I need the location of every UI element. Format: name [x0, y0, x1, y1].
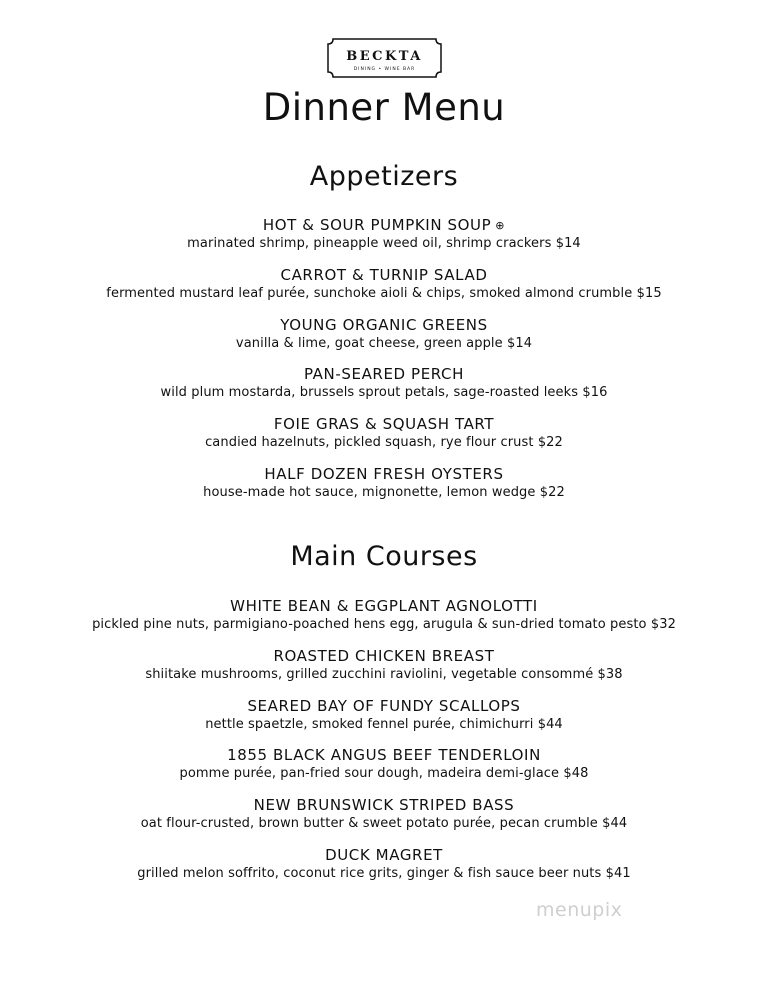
item-name: ROASTED CHICKEN BREAST — [273, 646, 495, 665]
menu-item — [0, 315, 768, 365]
appetizers-list — [0, 215, 768, 514]
menu-title: Dinner Menu — [262, 86, 506, 129]
item-name: CARROT & TURNIP SALAD — [280, 265, 488, 284]
menu-item — [0, 464, 768, 514]
logo-subtitle: DINING • WINE BAR — [353, 67, 416, 72]
item-description: house-made hot sauce, mignonette, lemon wedge $22 — [203, 484, 565, 500]
item-name: WHITE BEAN & EGGPLANT AGNOLOTTI — [230, 597, 538, 615]
item-name: SEARED BAY OF FUNDY SCALLOPS — [247, 696, 521, 715]
menu-item — [0, 696, 768, 746]
item-name: HOT & SOUR PUMPKIN SOUP — [262, 216, 492, 234]
menu-item — [0, 265, 768, 315]
item-description: shiitake mushrooms, grilled zucchini raviolini, vegetable consommé $38 — [145, 666, 623, 682]
menu-item — [0, 596, 768, 646]
item-description: vanilla & lime, goat cheese, green apple $14 — [235, 335, 533, 351]
item-description: candied hazelnuts, pickled squash, rye flour crust $22 — [205, 435, 563, 451]
menu-item — [0, 795, 768, 845]
item-name: HALF DOZEN FRESH OYSTERS — [264, 464, 504, 483]
item-description: fermented mustard leaf purée, sunchoke aioli & chips, smoked almond crumble $15 — [106, 285, 662, 301]
item-description: nettle spaetzle, smoked fennel purée, chimichurri $44 — [205, 716, 563, 732]
item-name: PAN-SEARED PERCH — [303, 365, 464, 384]
main-courses-heading: Main Courses — [290, 541, 478, 572]
item-description: wild plum mostarda, brussels sprout petals, sage-roasted leeks $16 — [160, 385, 608, 401]
gluten-free-icon: ⊕ — [495, 219, 506, 232]
item-name: DUCK MAGRET — [325, 845, 443, 864]
beckta-logo — [327, 38, 442, 78]
item-name: YOUNG ORGANIC GREENS — [280, 315, 488, 334]
menu-item — [0, 646, 768, 696]
item-description: grilled melon soffrito, coconut rice grits, ginger & fish sauce beer nuts $41 — [137, 865, 631, 881]
item-name: NEW BRUNSWICK STRIPED BASS — [253, 796, 515, 815]
item-name: 1855 BLACK ANGUS BEEF TENDERLOIN — [227, 746, 541, 765]
item-description: oat flour-crusted, brown butter & sweet potato purée, pecan crumble $44 — [140, 816, 628, 832]
menu-item — [0, 414, 768, 464]
item-description: pomme purée, pan-fried sour dough, madeira demi-glace $48 — [179, 766, 589, 782]
menu-item — [0, 745, 768, 795]
menu-item — [0, 845, 768, 895]
menupix-watermark: menupix — [536, 899, 623, 921]
menu-item — [0, 215, 768, 265]
main-courses-list — [0, 596, 768, 895]
menu-item — [0, 364, 768, 414]
logo-name: BECKTA — [346, 49, 423, 64]
appetizers-heading: Appetizers — [309, 161, 459, 192]
item-name: FOIE GRAS & SQUASH TART — [273, 415, 495, 434]
item-description: pickled pine nuts, parmigiano-poached hens egg, arugula & sun-dried tomato pesto $32 — [92, 617, 676, 632]
item-description: marinated shrimp, pineapple weed oil, shrimp crackers $14 — [187, 236, 581, 251]
